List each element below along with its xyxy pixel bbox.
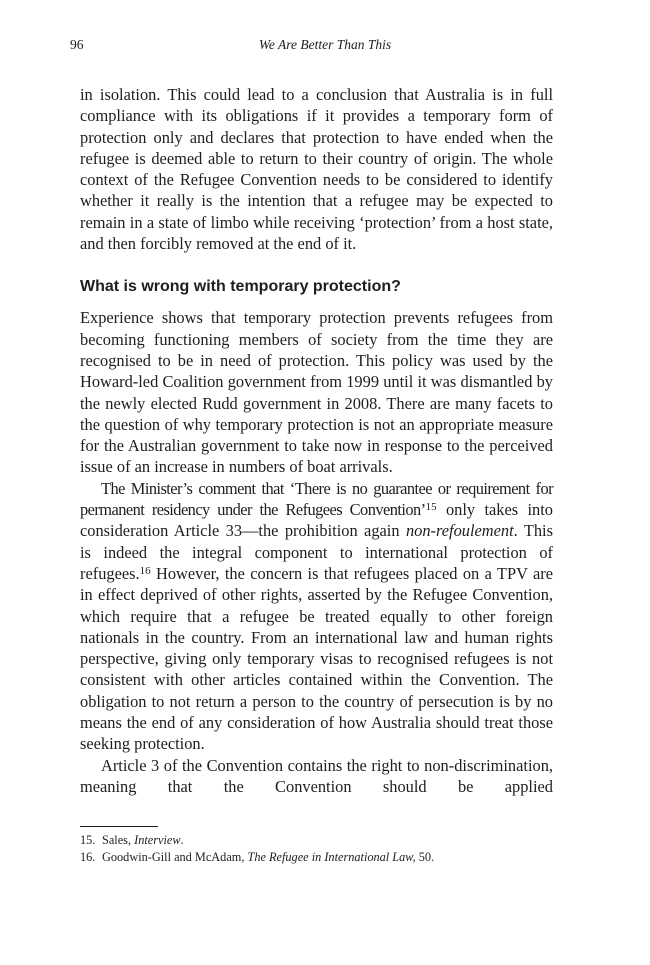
- minister-comment-text: only takes into consideration Article 33—the prohibition again: [80, 500, 553, 541]
- footnote-15: [80, 832, 553, 849]
- page-number: 96: [70, 37, 84, 52]
- footnote-16: [80, 849, 553, 866]
- footnote-tail: 50.: [415, 849, 435, 864]
- footnotes: [80, 832, 553, 865]
- paragraph-minister-comment: [80, 478, 553, 755]
- footnote-text: [102, 849, 434, 866]
- paragraph-experience: Experience shows that temporary protection prevents refugees from becoming functioning members of society from the time they are recognised to be in need of protection. This policy was used by the Howard-led Coalition government from 1999 until it was dismantled by the newly elected Rudd government in 2008. There are many facets to the question of why temporary protection is not an appropriate measure for the Australian government to take now in response to the perceived issue of an increase in numbers of boat arrivals.: [80, 308, 553, 477]
- minister-comment-lead: The Minister’s comment that ‘There is no guarantee or requirement for permanent residency under the Refugees Convention’: [80, 478, 553, 520]
- footnote-work-title: Interview: [134, 833, 181, 847]
- footnote-ref-15[interactable]: 15: [425, 501, 437, 514]
- running-head: [0, 37, 650, 55]
- paragraph-continuation: in isolation. This could lead to a conclusion that Australia is in full compliance with its obligations if it provides a temporary form of protection only and declares that protection to have ended when the refugee is deemed able to return to their country of origin. The whole context of the Refugee Convention needs to be considered to identify whether it really is the intention that a refugee may be expected to remain in a state of limbo while receiving ‘protection’ from a host state, and then forcibly removed at the end of it.: [80, 85, 553, 254]
- minister-comment-text-3: However, the concern is that refugees placed on a TPV are in effect deprived of other rights, asserted by the Refugee Convention, which require that a refugee be treated equally to other foreign nationals in the country. From an international law and human rights perspective, giving only temporary visas to recognised refugees is not consistent with other articles contained within the Convention. The obligation to not return a person to the country of persecution is by no means the end of any consideration of how Australia should treat those seeking protection.: [80, 563, 553, 754]
- footnote-divider: [80, 826, 158, 827]
- body-text: [80, 84, 553, 797]
- footnote-number: 15.: [80, 833, 96, 847]
- paragraph-article-3: Article 3 of the Convention contains the right to non-discrimination, meaning that the Convention should be applied: [80, 755, 553, 796]
- footnote-author: Goodwin-Gill and McAdam,: [102, 849, 248, 864]
- section-heading: What is wrong with temporary protection?: [80, 278, 401, 296]
- non-refoulement-term: non-refoulement: [405, 521, 514, 541]
- footnote-work-title: The Refugee in International Law,: [247, 849, 416, 864]
- running-title: We Are Better Than This: [258, 37, 392, 52]
- footnote-tail: .: [180, 833, 184, 847]
- minister-comment-text-2: . This is indeed the integral component to international protection of refugees.: [80, 521, 553, 583]
- footnote-author: Sales,: [102, 833, 135, 847]
- footnote-number: 16.: [80, 849, 96, 864]
- footnote-ref-16[interactable]: 16: [139, 564, 151, 577]
- footnote-text: [102, 832, 184, 849]
